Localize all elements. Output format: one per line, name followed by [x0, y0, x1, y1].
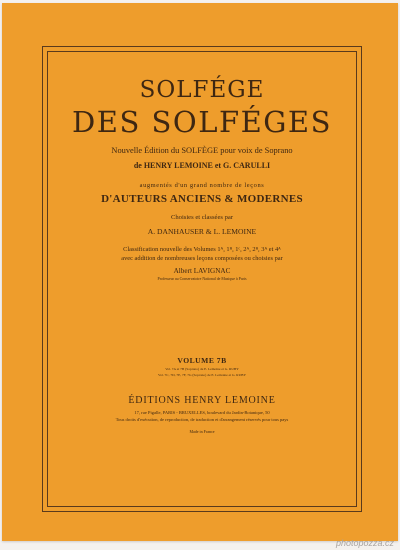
cover-frame: [42, 46, 362, 512]
augmented-note: augmentés d'un grand nombre de leçons: [139, 182, 265, 189]
lavignac-name: Albert LAVIGNAC: [173, 267, 231, 275]
publisher: ÉDITIONS HENRY LEMOINE: [128, 395, 276, 406]
lavignac-role: Professeur au Conservatoire National de Musique à Paris: [157, 277, 247, 281]
title-line-2: DES SOLFÉGES: [72, 105, 332, 139]
authors: de HENRY LEMOINE et G. CARULLI: [133, 161, 271, 170]
classification-line-1: Classification nouvelle des Volumes 1ᴬ, 1ᴮ, 1ᶜ, 2ᴬ, 2ᴮ, 3ᴬ et 4ᴬ: [123, 246, 281, 253]
book-cover: [2, 3, 398, 541]
chosen-by: A. DANHAUSER & L. LEMOINE: [147, 227, 257, 236]
watermark: photopozza.cz: [335, 538, 394, 548]
made-in: Made in France: [189, 429, 215, 434]
volume-note-1: Vol. 7A et 7B (Soprano) de E. Lemoine et G. RUBY: [165, 367, 239, 371]
volume-note-2: Vol. 7C, 7D, 7E, 7F, 7G (Soprano) de E. Lemoine et G. RUBY: [157, 373, 247, 377]
title-line-1: SOLFÉGE: [139, 77, 265, 103]
rights-notice: Tous droits d'exécution, de reproduction, de traduction et d'arrangement réservés pour tous pays: [115, 417, 289, 422]
publisher-address: 17, rue Pigalle, PARIS - BRUXELLES, boulevard du Jardin-Botanique, 50: [134, 410, 270, 415]
volume-label: VOLUME 7B: [177, 356, 227, 365]
auteurs-heading: D'AUTEURS ANCIENS & MODERNES: [101, 193, 303, 205]
subtitle: Nouvelle Édition du SOLFÈGE pour voix de Soprano: [111, 146, 293, 155]
chosen-label: Choisies et classées par: [170, 214, 234, 221]
classification-line-2: avec addition de nombreuses leçons composées ou choisies par: [121, 255, 283, 262]
